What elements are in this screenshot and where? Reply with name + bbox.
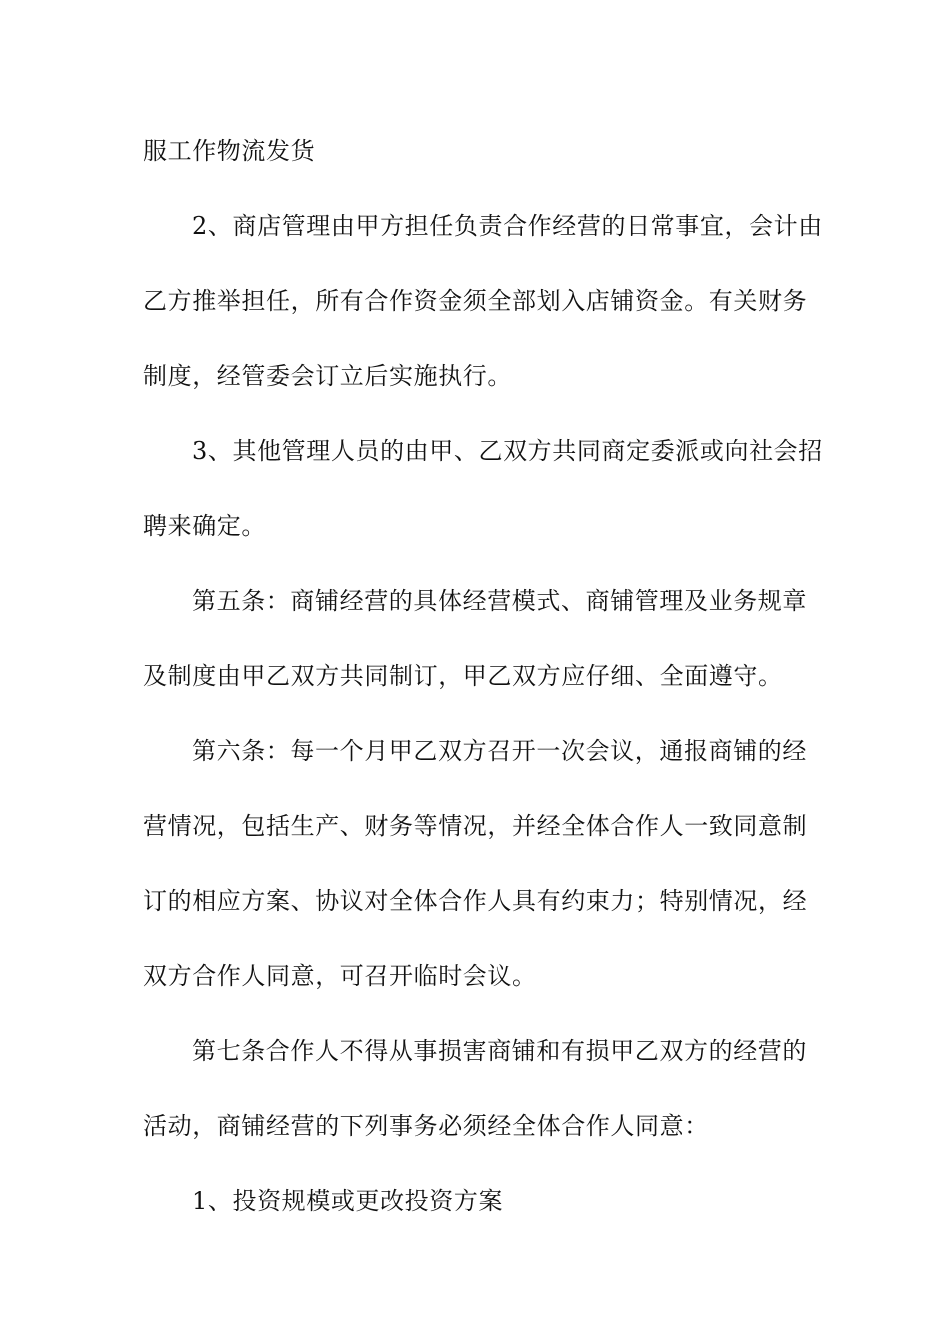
text-line-1: 服工作物流发货	[143, 137, 316, 165]
text-line-8: 及制度由甲乙双方共同制订，甲乙双方应仔细、全面遵守。	[143, 662, 783, 690]
text-line-4: 制度，经管委会订立后实施执行。	[143, 362, 512, 390]
text-line-10: 营情况，包括生产、财务等情况，并经全体合作人一致同意制	[143, 812, 808, 840]
text-line-12: 双方合作人同意，可召开临时会议。	[143, 962, 537, 990]
text-line-6: 聘来确定。	[143, 512, 266, 540]
text-line-5: 3、其他管理人员的由甲、乙双方共同商定委派或向社会招	[192, 437, 823, 465]
text-line-7: 第五条：商铺经营的具体经营模式、商铺管理及业务规章	[192, 587, 807, 615]
text-line-9: 第六条：每一个月甲乙双方召开一次会议，通报商铺的经	[192, 737, 807, 765]
text-line-2: 2、商店管理由甲方担任负责合作经营的日常事宜，会计由	[192, 212, 823, 240]
text-line-13: 第七条合作人不得从事损害商铺和有损甲乙双方的经营的	[192, 1037, 807, 1065]
text-line-14: 活动，商铺经营的下列事务必须经全体合作人同意：	[143, 1112, 709, 1140]
text-line-11: 订的相应方案、协议对全体合作人具有约束力；特别情况，经	[143, 887, 808, 915]
text-line-3: 乙方推举担任，所有合作资金须全部划入店铺资金。有关财务	[143, 287, 808, 315]
text-line-15: 1、投资规模或更改投资方案	[192, 1187, 504, 1215]
